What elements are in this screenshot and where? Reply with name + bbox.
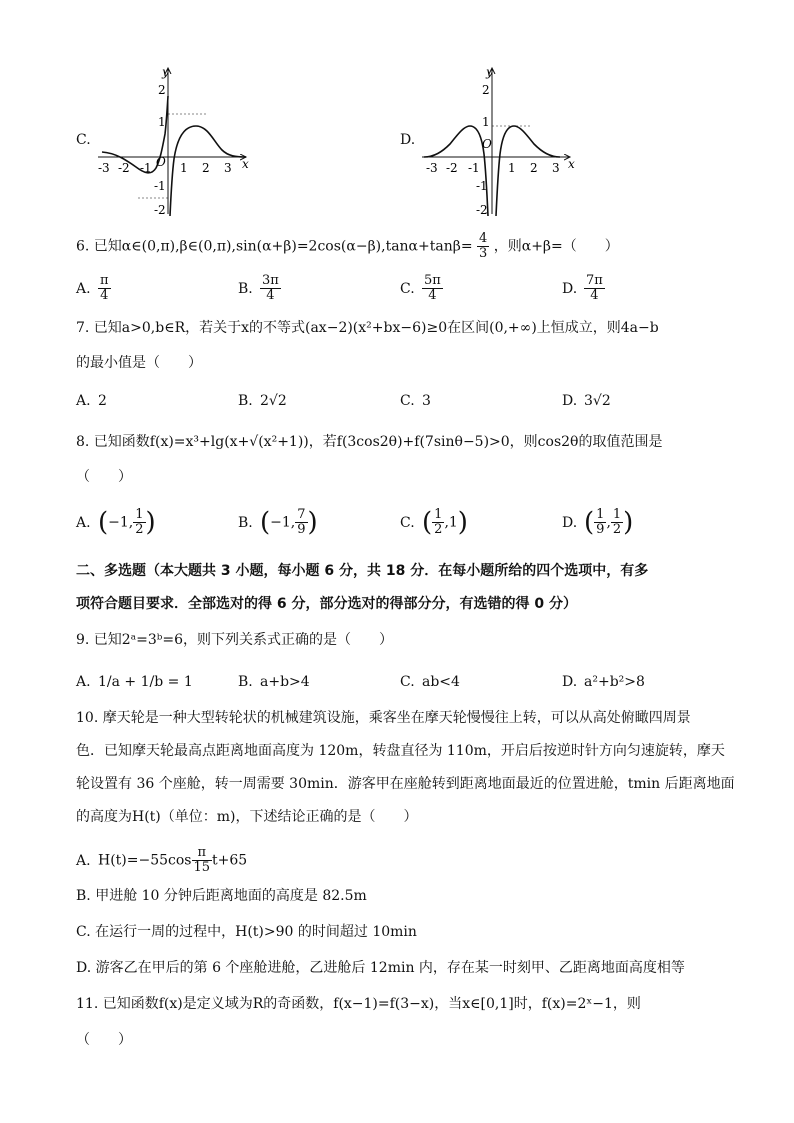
q6-stem-tail: ，则α+β=（ ） <box>493 238 619 255</box>
graph-c-tick-x3: 3 <box>224 161 232 175</box>
graph-d-tick-xm1: -1 <box>468 161 480 175</box>
q7-option-b: B. 2√2 <box>238 393 287 409</box>
graph-c <box>96 64 256 220</box>
graph-d <box>420 64 580 220</box>
graph-d-tick-xm2: -2 <box>446 161 458 175</box>
section2-heading-line1: 二、多选题（本大题共 3 小题，每小题 6 分，共 18 分．在每小题所给的四个选项中，有多 <box>76 563 649 579</box>
graph-c-tick-y2: 2 <box>158 83 166 97</box>
graph-d-tick-ym1: -1 <box>476 179 488 193</box>
q7-option-d: D. 3√2 <box>562 393 611 409</box>
q11-line1: 11. 已知函数f(x)是定义域为R的奇函数，f(x−1)=f(3−x)，当x∈[0,1]时，f(x)=2ˣ−1，则 <box>76 996 641 1012</box>
q8-option-b: B. (−1, $\frac{7}{9}$ ) <box>238 507 318 538</box>
q8-line2: （ ） <box>76 469 132 485</box>
q7-line2: 的最小值是（ ） <box>76 355 202 371</box>
q10-option-d: D. 游客乙在甲后的第 6 个座舱进舱，乙进舱后 12min 内，存在某一时刻甲、乙距离地面高度相等 <box>76 960 685 976</box>
q10-line1: 10. 摩天轮是一种大型转轮状的机械建筑设施，乘客坐在摩天轮慢慢往上转，可以从高处俯瞰四周景 <box>76 710 691 726</box>
section2-heading-line2: 项符合题目要求．全部选对的得 6 分，部分选对的得部分分，有选错的得 0 分） <box>76 596 577 612</box>
q11-line2: （ ） <box>76 1032 132 1048</box>
q7-option-c: C. 3 <box>400 393 431 409</box>
q10-option-c: C. 在运行一周的过程中，H(t)>90 的时间超过 10min <box>76 924 417 940</box>
q8-option-a: A. (−1, $\frac{1}{2}$ ) <box>76 507 156 538</box>
graph-c-origin: O <box>156 155 166 169</box>
graph-c-tick-ym2: -2 <box>154 203 166 217</box>
q9-option-c: C. ab<4 <box>400 674 460 690</box>
q8-option-d: D. ( $\frac{1}{9}$ , $\frac{1}{2}$ ) <box>562 507 634 538</box>
graph-d-tick-y1: 1 <box>482 115 490 129</box>
q10-line4: 的高度为H(t)（单位：m)，下述结论正确的是（ ） <box>76 809 418 825</box>
graph-d-x-label: x <box>568 157 575 171</box>
q10-line3: 轮设置有 36 个座舱，转一周需要 30min．游客甲在座舱转到距离地面最近的位置进舱，tmin 后距离地面 <box>76 776 735 792</box>
graph-c-tick-x1: 1 <box>180 161 188 175</box>
q9-option-a: A. 1/a + 1/b = 1 <box>76 674 193 690</box>
graph-c-tick-xm1: -1 <box>140 161 152 175</box>
q7-option-a: A. 2 <box>76 393 107 409</box>
graph-d-tick-x1: 1 <box>508 161 516 175</box>
graph-d-origin: O <box>482 137 492 151</box>
graph-d-tick-xm3: -3 <box>426 161 438 175</box>
graph-c-y-label: y <box>162 65 169 79</box>
q7-line1: 7. 已知a>0,b∈R，若关于x的不等式(ax−2)(x²+bx−6)≥0在区间(0,+∞)上恒成立，则4a−b <box>76 320 659 336</box>
q6-fraction: $\frac{4}{3}$ <box>479 231 488 261</box>
q6-option-c: C. $\frac{5\pi}{4}$ <box>400 273 441 303</box>
q10-line2: 色．已知摩天轮最高点距离地面高度为 120m，转盘直径为 110m，开启后按逆时针方向匀速旋转，摩天 <box>76 743 725 759</box>
graph-c-label: C. <box>76 132 91 148</box>
q6-stem <box>76 232 619 261</box>
graph-d-curve-right <box>496 126 560 216</box>
q9-option-b: B. a+b>4 <box>238 674 310 690</box>
graph-c-tick-y1: 1 <box>158 115 166 129</box>
q6-option-a: A. $\frac{\pi}{4}$ <box>76 273 109 303</box>
graph-d-tick-ym2: -2 <box>476 203 488 217</box>
q10-option-b: B. 甲进舱 10 分钟后距离地面的高度是 82.5m <box>76 888 367 904</box>
graph-d-tick-y2: 2 <box>482 83 490 97</box>
graph-c-x-label: x <box>242 157 249 171</box>
q6-option-d: D. $\frac{7\pi}{4}$ <box>562 273 603 303</box>
graph-c-tick-ym1: -1 <box>154 179 166 193</box>
q9-stem: 9. 已知2ᵃ=3ᵇ=6，则下列关系式正确的是（ ） <box>76 632 393 648</box>
q6-option-b: B. $\frac{3\pi}{4}$ <box>238 273 279 303</box>
graph-c-tick-x2: 2 <box>202 161 210 175</box>
graph-c-tick-xm3: -3 <box>98 161 110 175</box>
graph-c-tick-xm2: -2 <box>118 161 130 175</box>
graph-d-y-label: y <box>486 65 493 79</box>
q10-option-a: A. H(t)=−55cos $\frac{\pi}{15}$ t+65 <box>76 845 248 875</box>
graph-d-label: D. <box>400 132 416 148</box>
graph-d-tick-x2: 2 <box>530 161 538 175</box>
q8-option-c: C. ( $\frac{1}{2}$ ,1) <box>400 507 468 538</box>
q6-stem-text: 6. 已知α∈(0,π),β∈(0,π),sin(α+β)=2cos(α−β),tanα+tanβ= <box>76 238 473 255</box>
q9-option-d: D. a²+b²>8 <box>562 674 645 690</box>
graph-d-tick-x3: 3 <box>552 161 560 175</box>
q8-line1: 8. 已知函数f(x)=x³+lg(x+√(x²+1))，若f(3cos2θ)+f(7sinθ−5)>0，则cos2θ的取值范围是 <box>76 434 663 450</box>
